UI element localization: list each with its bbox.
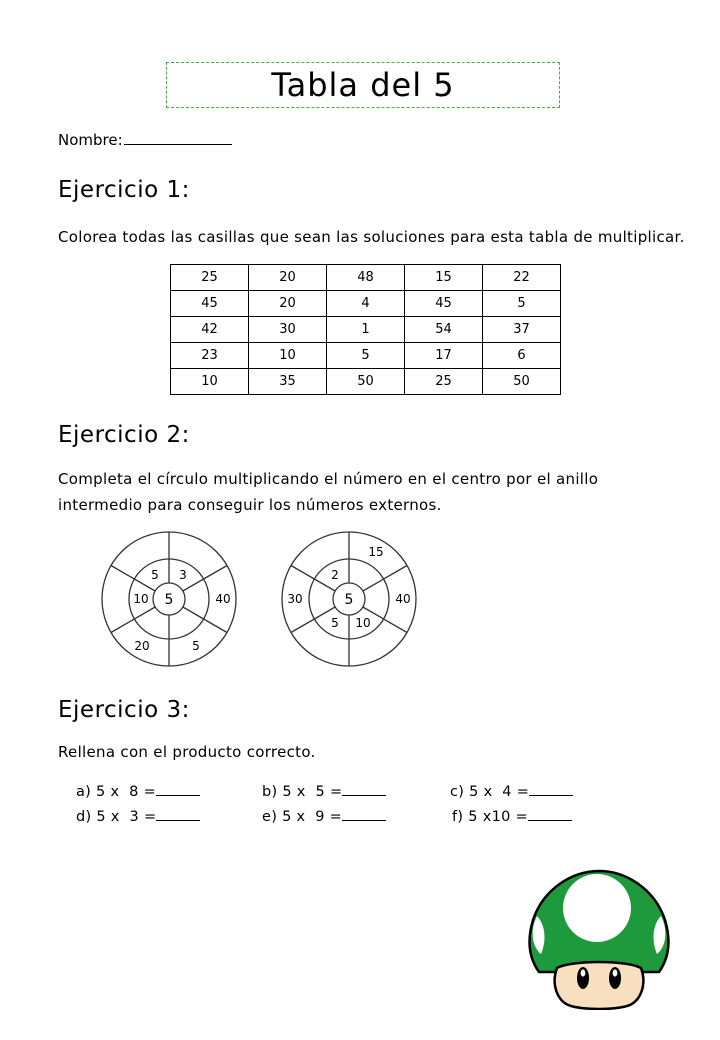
wheel-center-number: 5	[164, 592, 174, 608]
grid-row	[171, 317, 561, 343]
wheel-outer-value[interactable]: 40	[215, 592, 231, 606]
problem-e[interactable]	[262, 808, 386, 825]
problem-d[interactable]	[76, 808, 200, 825]
problem-text: c) 5 x 4 =	[450, 784, 530, 800]
exercise3-heading: Ejercicio 3:	[58, 697, 190, 723]
exercise2-instruction	[58, 466, 598, 518]
mushroom-icon	[527, 868, 671, 1010]
grid-cell[interactable]: 10	[249, 343, 327, 369]
name-field	[58, 130, 232, 149]
grid-cell[interactable]: 50	[327, 369, 405, 395]
answer-blank[interactable]	[342, 783, 386, 796]
problem-text: e) 5 x 9 =	[262, 809, 343, 825]
problem-a[interactable]	[76, 783, 200, 800]
grid-cell[interactable]: 17	[405, 343, 483, 369]
grid-cell[interactable]: 5	[483, 291, 561, 317]
grid-cell[interactable]: 6	[483, 343, 561, 369]
grid-cell[interactable]: 35	[249, 369, 327, 395]
problem-text: b) 5 x 5 =	[262, 784, 343, 800]
wheel-outer-value[interactable]: 5	[192, 638, 200, 653]
exercise2-heading: Ejercicio 2:	[58, 422, 190, 448]
wheel-spoke	[111, 607, 155, 633]
grid-cell[interactable]: 10	[171, 369, 249, 395]
grid-cell[interactable]: 54	[405, 317, 483, 343]
name-blank-line[interactable]	[124, 130, 232, 145]
grid-row	[171, 291, 561, 317]
wheel-center-number: 5	[344, 592, 354, 608]
grid-cell[interactable]: 25	[171, 265, 249, 291]
problem-c[interactable]	[450, 783, 573, 800]
answer-blank[interactable]	[156, 808, 200, 821]
wheel-inner-value[interactable]: 10	[355, 616, 371, 631]
wheel-inner-value[interactable]: 5	[331, 616, 339, 631]
problem-text: d) 5 x 3 =	[76, 809, 157, 825]
wheel-spoke	[291, 607, 335, 633]
grid-cell[interactable]: 5	[327, 343, 405, 369]
exercise2-instruction-line2: intermedio para conseguir los números externos.	[58, 496, 442, 514]
multiplication-wheel-2[interactable]	[280, 530, 418, 668]
answer-blank[interactable]	[342, 808, 386, 821]
grid-cell[interactable]: 45	[405, 291, 483, 317]
exercise3-instruction: Rellena con el producto correcto.	[58, 743, 316, 761]
grid-cell[interactable]: 25	[405, 369, 483, 395]
wheel-outer-value[interactable]: 40	[395, 592, 411, 606]
problem-f[interactable]	[452, 808, 572, 825]
exercise2-instruction-line1: Completa el círculo multiplicando el número en el centro por el anillo	[58, 470, 599, 488]
grid-cell[interactable]: 45	[171, 291, 249, 317]
grid-cell[interactable]: 20	[249, 265, 327, 291]
wheel-inner-value[interactable]: 3	[179, 567, 187, 582]
grid-row	[171, 265, 561, 291]
wheel-inner-value[interactable]: 10	[133, 592, 149, 606]
answer-blank[interactable]	[529, 783, 573, 796]
grid-row	[171, 343, 561, 369]
wheel-outer-value[interactable]: 30	[287, 592, 303, 606]
grid-cell[interactable]: 30	[249, 317, 327, 343]
grid-cell[interactable]: 20	[249, 291, 327, 317]
exercise1-heading: Ejercicio 1:	[58, 177, 190, 203]
grid-cell[interactable]: 42	[171, 317, 249, 343]
wheel-inner-value[interactable]: 5	[151, 567, 159, 582]
wheel-spoke	[291, 566, 335, 592]
problem-text: a) 5 x 8 =	[76, 784, 157, 800]
name-label: Nombre:	[58, 131, 123, 149]
answer-blank[interactable]	[528, 808, 572, 821]
wheel-spoke	[111, 566, 155, 592]
wheel-spoke	[183, 566, 227, 592]
grid-cell[interactable]: 22	[483, 265, 561, 291]
grid-cell[interactable]: 50	[483, 369, 561, 395]
number-grid	[170, 264, 561, 395]
wheel-inner-value[interactable]: 2	[331, 567, 339, 582]
wheel-spoke	[363, 566, 407, 592]
grid-cell[interactable]: 1	[327, 317, 405, 343]
grid-cell[interactable]: 37	[483, 317, 561, 343]
wheel-outer-value[interactable]: 15	[368, 545, 384, 560]
multiplication-wheel-1[interactable]	[100, 530, 238, 668]
wheel-outer-value[interactable]: 20	[134, 638, 150, 653]
page-title: Tabla del 5	[166, 62, 560, 108]
wheel-spoke	[183, 607, 227, 633]
problem-b[interactable]	[262, 783, 386, 800]
grid-cell[interactable]: 15	[405, 265, 483, 291]
grid-cell[interactable]: 4	[327, 291, 405, 317]
problem-text: f) 5 x10 =	[452, 809, 528, 825]
exercise1-instruction: Colorea todas las casillas que sean las soluciones para esta tabla de multiplicar.	[58, 228, 685, 246]
answer-blank[interactable]	[156, 783, 200, 796]
grid-row	[171, 369, 561, 395]
grid-cell[interactable]: 48	[327, 265, 405, 291]
grid-cell[interactable]: 23	[171, 343, 249, 369]
